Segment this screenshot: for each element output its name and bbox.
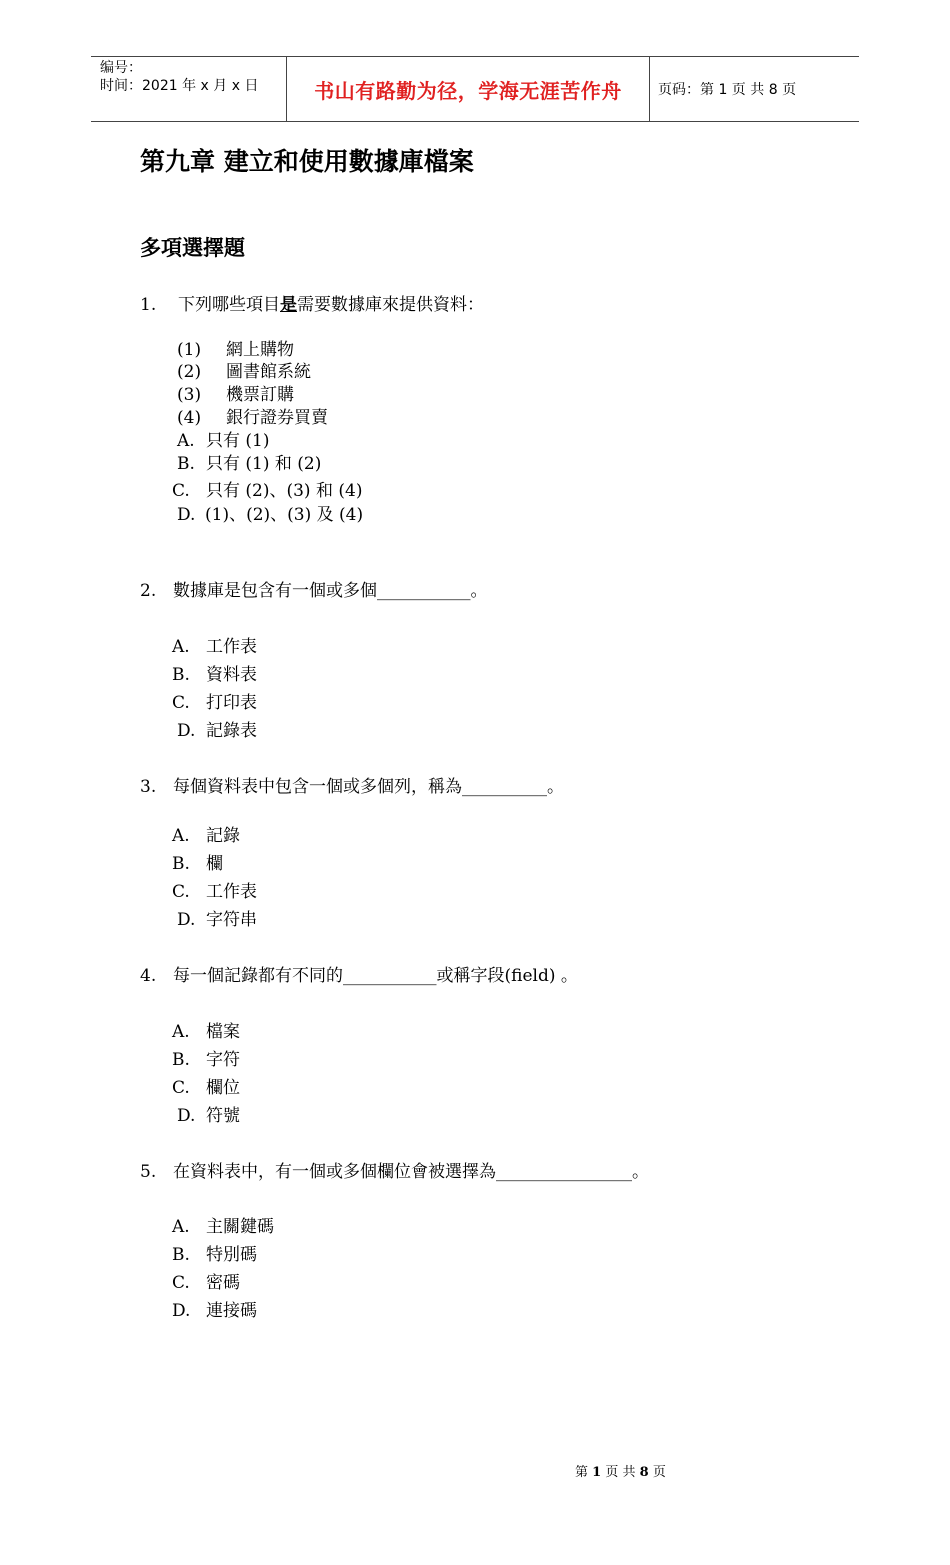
q1-item-label: (3) xyxy=(177,385,202,405)
q5-option-label: D. xyxy=(172,1301,191,1321)
q4-option-text: 檔案 xyxy=(206,1022,240,1042)
q5-option-text: 特別碼 xyxy=(206,1245,257,1265)
q4-option-label: D. xyxy=(177,1106,196,1126)
section-title: 多項選擇題 xyxy=(140,236,245,260)
question-1-number: 1. xyxy=(140,295,157,315)
q1-item-text: 網上購物 xyxy=(226,340,294,360)
q5-option-label: B. xyxy=(172,1245,190,1265)
q3-option-label: C. xyxy=(172,882,190,902)
q1-item-text: 圖書館系統 xyxy=(226,362,311,382)
q1-option-label: D. xyxy=(177,505,196,525)
q2-option-label: D. xyxy=(177,721,196,741)
question-4-number: 4. xyxy=(140,966,157,986)
q5-option-label: C. xyxy=(172,1273,190,1293)
q3-option-text: 記錄 xyxy=(206,826,240,846)
q3-option-label: B. xyxy=(172,854,190,874)
footer-prefix: 第 xyxy=(575,1465,589,1480)
question-1-stem-pre: 下列哪些項目 xyxy=(178,295,280,315)
page-info: 页码：第 1 页 共 8 页 xyxy=(658,82,797,98)
q1-item-text: 機票訂購 xyxy=(226,385,294,405)
question-5-stem: 在資料表中，有一個或多個欄位會被選擇為________________。 xyxy=(173,1162,649,1182)
document-header xyxy=(91,56,859,122)
footer-total-pages: 8 xyxy=(639,1465,649,1480)
question-3-stem: 每個資料表中包含一個或多個列，稱為__________。 xyxy=(173,777,564,797)
q1-option-label: B. xyxy=(177,454,195,474)
q1-option-text: 只有 (2)、(3) 和 (4) xyxy=(206,481,363,501)
q1-item-label: (2) xyxy=(177,362,202,382)
q2-option-label: B. xyxy=(172,665,190,685)
q3-option-text: 字符串 xyxy=(206,910,257,930)
q3-option-text: 欄 xyxy=(206,854,223,874)
q2-option-label: C. xyxy=(172,693,190,713)
question-1-stem-emphasis: 是 xyxy=(280,295,297,315)
time-label: 时间：2021 年 x 月 x 日 xyxy=(100,78,259,94)
motto-text: 书山有路勤为径，学海无涯苦作舟 xyxy=(314,78,622,103)
header-motto-cell xyxy=(286,57,650,121)
q4-option-text: 符號 xyxy=(206,1106,240,1126)
header-meta-cell xyxy=(91,57,286,121)
question-5-number: 5. xyxy=(140,1162,157,1182)
q4-option-text: 欄位 xyxy=(206,1078,240,1098)
q4-option-label: C. xyxy=(172,1078,190,1098)
q1-option-text: 只有 (1) xyxy=(206,431,270,451)
question-2-number: 2. xyxy=(140,581,157,601)
q2-option-text: 工作表 xyxy=(206,637,257,657)
question-4-stem: 每一個記錄都有不同的___________或稱字段(field) 。 xyxy=(173,966,578,986)
header-page-cell xyxy=(650,57,859,121)
q4-option-label: B. xyxy=(172,1050,190,1070)
q2-option-label: A. xyxy=(172,637,190,657)
q3-option-label: A. xyxy=(172,826,190,846)
q1-item-label: (1) xyxy=(177,340,202,360)
q1-option-label: A. xyxy=(177,431,195,451)
question-3-number: 3. xyxy=(140,777,157,797)
q4-option-label: A. xyxy=(172,1022,190,1042)
q1-option-text: 只有 (1) 和 (2) xyxy=(206,454,322,474)
footer-mid: 页 共 xyxy=(605,1465,636,1480)
q3-option-label: D. xyxy=(177,910,196,930)
question-2-stem: 數據庫是包含有一個或多個___________。 xyxy=(173,581,488,601)
serial-label: 编号： xyxy=(100,60,142,76)
q4-option-text: 字符 xyxy=(206,1050,240,1070)
q1-item-text: 銀行證券買賣 xyxy=(226,408,328,428)
question-1-stem xyxy=(178,294,484,316)
footer-suffix: 页 xyxy=(652,1465,666,1480)
q5-option-text: 連接碼 xyxy=(206,1301,257,1321)
q1-option-text: (1)、(2)、(3) 及 (4) xyxy=(205,505,364,525)
q2-option-text: 資料表 xyxy=(206,665,257,685)
page-footer xyxy=(575,1461,666,1480)
q5-option-text: 密碼 xyxy=(206,1273,240,1293)
question-1-stem-post: 需要數據庫來提供資料： xyxy=(297,295,484,315)
q2-option-text: 記錄表 xyxy=(206,721,257,741)
footer-page-number: 1 xyxy=(592,1465,602,1480)
chapter-title: 第九章 建立和使用數據庫檔案 xyxy=(140,147,474,176)
q5-option-label: A. xyxy=(172,1217,190,1237)
q5-option-text: 主關鍵碼 xyxy=(206,1217,274,1237)
q3-option-text: 工作表 xyxy=(206,882,257,902)
q2-option-text: 打印表 xyxy=(206,693,257,713)
q1-item-label: (4) xyxy=(177,408,202,428)
q1-option-label: C. xyxy=(172,481,190,501)
